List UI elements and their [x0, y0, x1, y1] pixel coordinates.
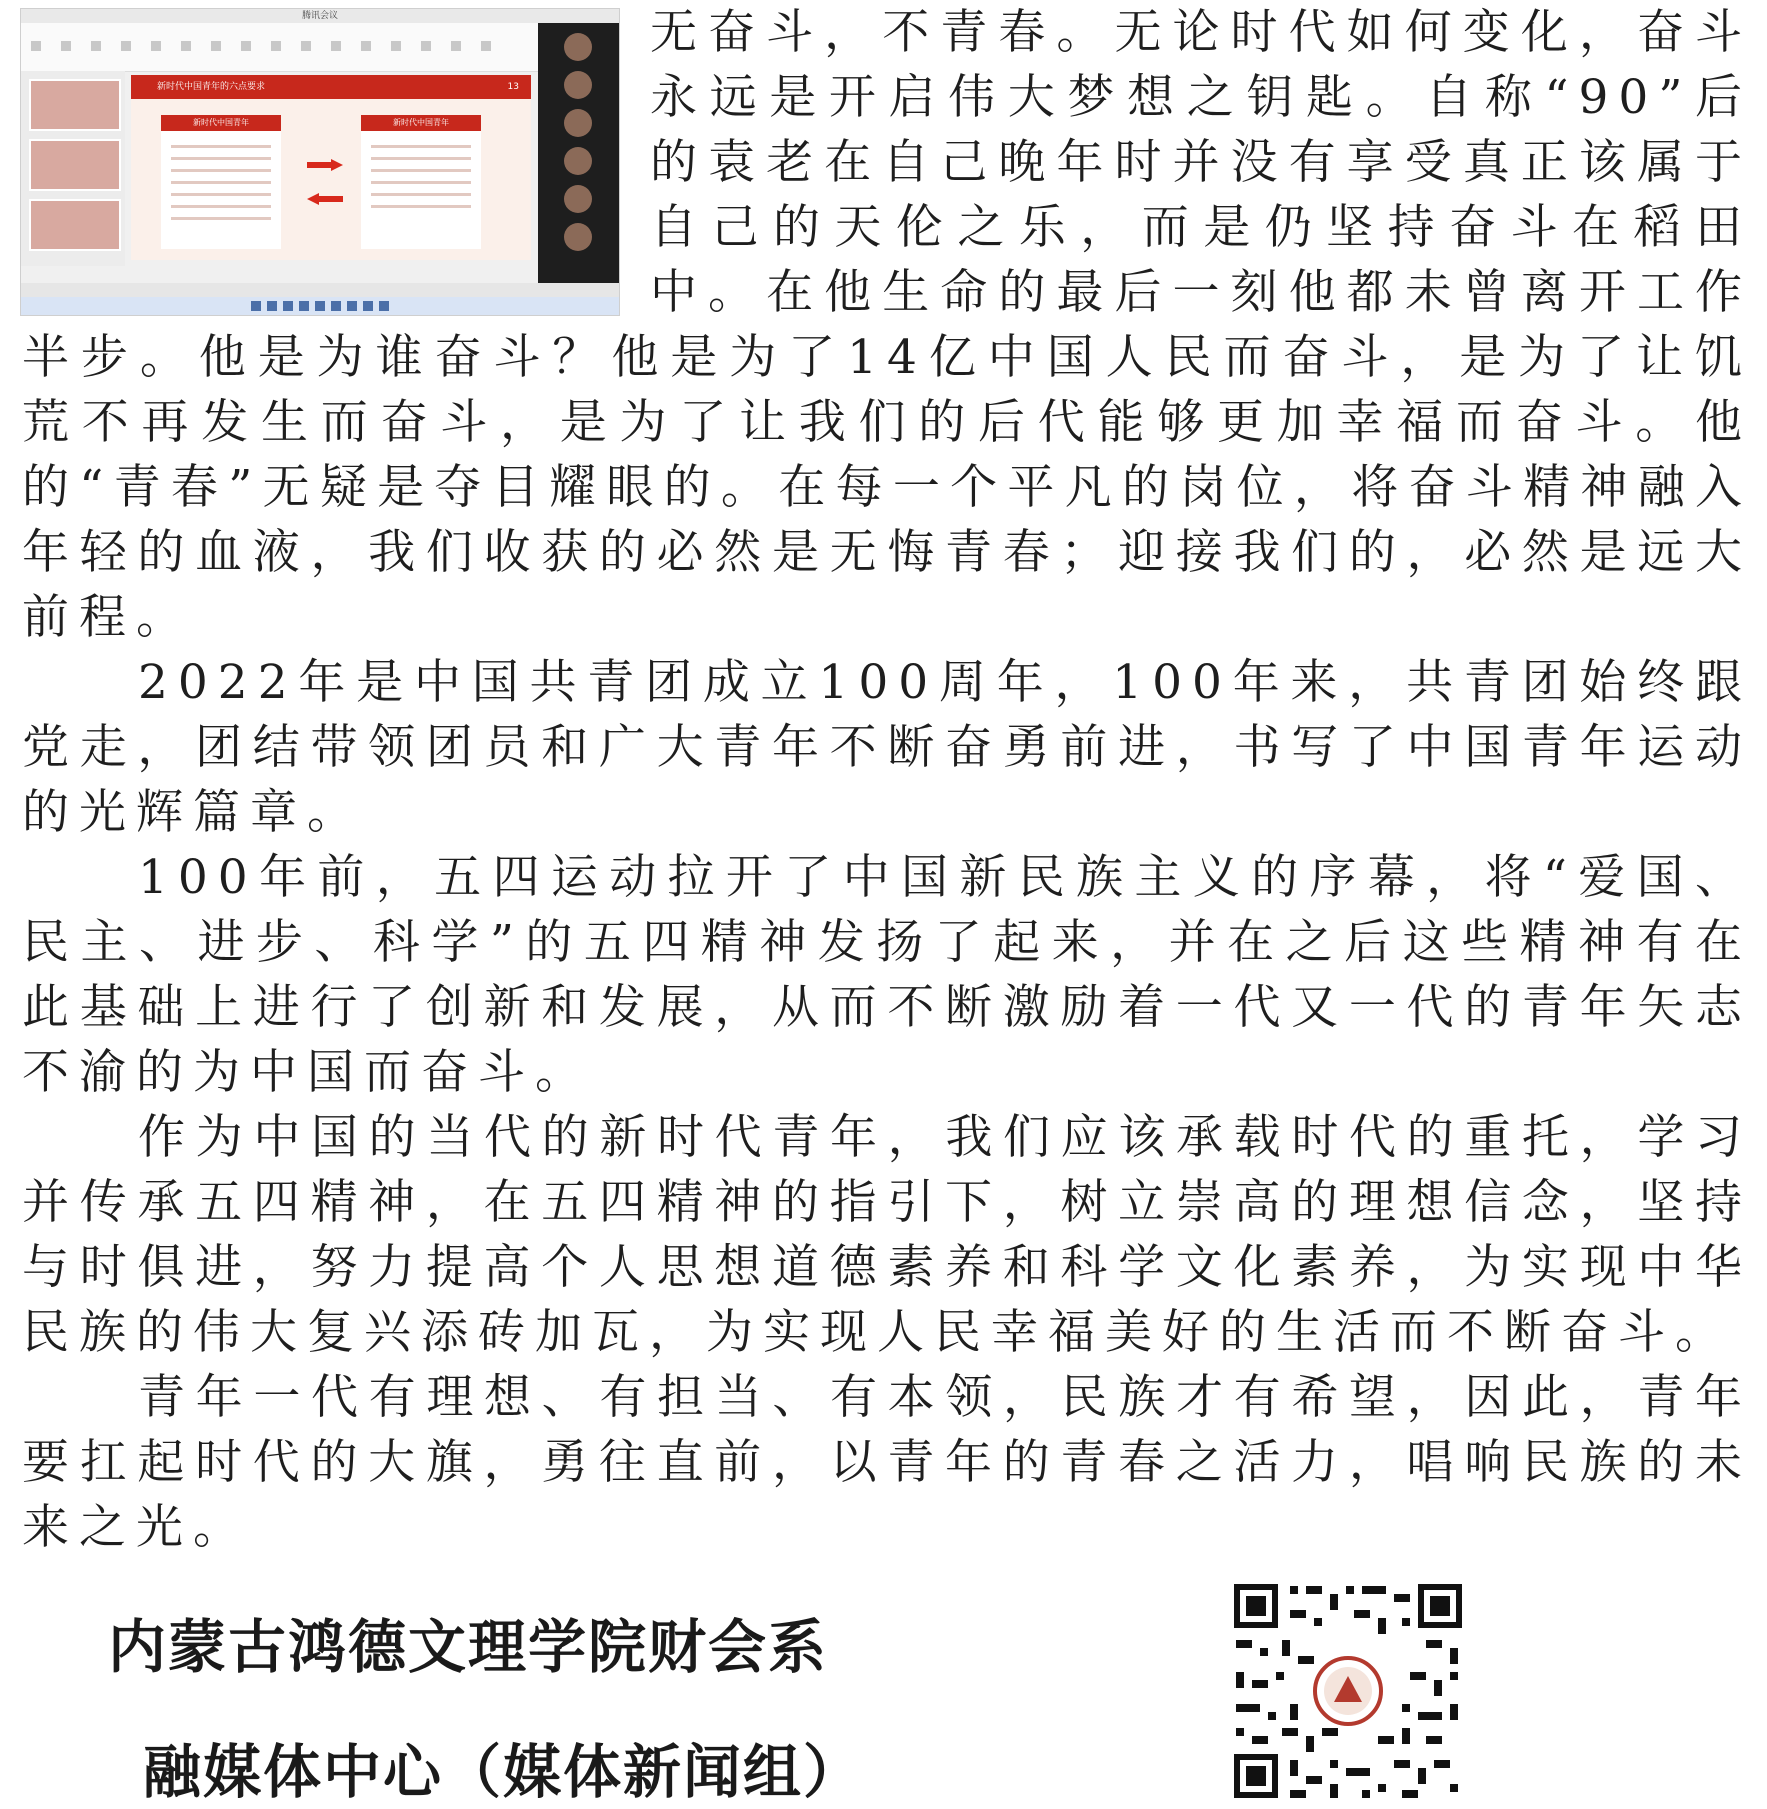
participant-avatar: [564, 71, 592, 99]
participant-avatar: [564, 223, 592, 251]
status-bar: [21, 283, 619, 297]
thumbnail: [29, 139, 121, 191]
meeting-screenshot: [20, 8, 620, 316]
window-title: 腾讯会议: [21, 9, 619, 23]
qr-code-icon: [1230, 1580, 1466, 1802]
right-box-title: 新时代中国青年: [393, 118, 449, 127]
slide-number: 13: [507, 82, 519, 92]
participant-avatar: [564, 109, 592, 137]
left-box: [161, 115, 281, 249]
right-box: [361, 115, 481, 249]
slide-title-text: 新时代中国青年的六点要求: [157, 82, 266, 92]
organization-name: 内蒙古鸿德文理学院财会系: [108, 1613, 829, 1681]
left-box-title: 新时代中国青年: [193, 118, 249, 127]
toolbar-ribbon: [21, 23, 538, 72]
paragraph: 无奋斗，不青春。无论时代如何变化，奋斗永远是开启伟大梦想之钥匙。自称“90”后的袁老在自己晚年时并没有享受真正该属于自己的天伦之乐，而是仍坚持奋斗在稻田中。在他生命的最后一刻他都未曾离开工作半步。他是为谁奋斗？他是为了14亿中国人民而奋斗，是为了让饥荒不再发生而奋斗，是为了让我们的后代能够更加幸福而奋斗。他的“青春”无疑是夺目耀眼的。在每一个平凡的岗位，将奋斗精神融入年轻的血液，我们收获的必然是无悔青春；迎接我们的，必然是远大前程。: [22, 5, 1752, 645]
slide-title: [131, 75, 531, 99]
participant-avatar: [564, 185, 592, 213]
participant-video-panel: [538, 23, 619, 283]
left-arrow-icon: [307, 193, 343, 205]
participant-avatar: [564, 33, 592, 61]
thumbnail: [29, 199, 121, 251]
paragraph: 青年一代有理想、有担当、有本领，民族才有希望，因此，青年要扛起时代的大旗，勇往直前，以青年的青春之活力，唱响民族的未来之光。: [22, 1370, 1752, 1555]
thumbnail: [29, 79, 121, 131]
article: [22, 0, 1752, 1560]
right-arrow-icon: [307, 159, 343, 171]
department-name: 融媒体中心（媒体新闻组）: [143, 1738, 864, 1806]
paragraph: 作为中国的当代的新时代青年，我们应该承载时代的重托，学习并传承五四精神，在五四精神的指引下，树立崇高的理想信念，坚持与时俱进，努力提高个人思想道德素养和科学文化素养，为实现中华民族的伟大复兴添砖加瓦，为实现人民幸福美好的生活而不断奋斗。: [22, 1110, 1752, 1360]
participant-avatar: [564, 147, 592, 175]
slide: [131, 75, 531, 260]
taskbar: [21, 297, 619, 315]
paragraph: 100年前，五四运动拉开了中国新民族主义的序幕，将“爱国、民主、进步、科学”的五四精神发扬了起来，并在之后这些精神有在此基础上进行了创新和发展，从而不断激励着一代又一代的青年矢志不渝的为中国而奋斗。: [22, 850, 1752, 1100]
paragraph: 2022年是中国共青团成立100周年，100年来，共青团始终跟党走，团结带领团员和广大青年不断奋勇前进，书写了中国青年运动的光辉篇章。: [22, 655, 1752, 840]
slide-thumbnails: [21, 71, 125, 266]
